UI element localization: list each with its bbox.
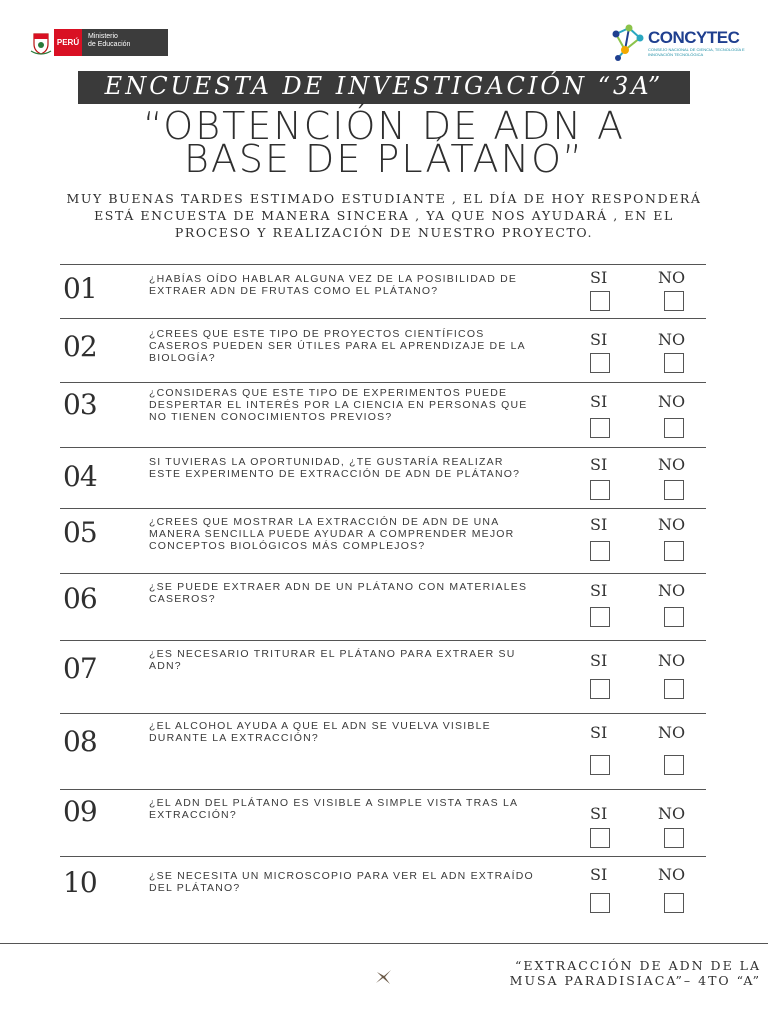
option-yes-label: SI: [590, 723, 608, 742]
option-yes-label: SI: [590, 651, 608, 670]
option-yes-label: SI: [590, 455, 608, 474]
question-number: 01: [63, 272, 97, 305]
question-text: ¿HABÍAS OÍDO HABLAR ALGUNA VEZ DE LA POSIBILIDAD DE EXTRAER ADN DE FRUTAS COMO EL PLÁTANO?: [149, 273, 518, 297]
concytec-name: CONCYTEC: [648, 28, 740, 47]
option-no-label: NO: [658, 581, 686, 600]
option-no-label: NO: [658, 723, 686, 742]
question-number: 02: [63, 330, 97, 363]
question-divider: [60, 573, 706, 574]
footer-divider: [0, 943, 768, 944]
option-no-label: NO: [658, 651, 686, 670]
option-no-label: NO: [658, 515, 686, 534]
question-text: SI TUVIERAS LA OPORTUNIDAD, ¿TE GUSTARÍA REALIZAR ESTE EXPERIMENTO DE EXTRACCIÓN DE ADN DE PLÁTANO?: [149, 456, 521, 480]
question-divider: [60, 856, 706, 857]
ministry-line1: Ministerio: [88, 33, 118, 40]
checkbox-yes[interactable]: [590, 418, 610, 438]
question-text: ¿EL ADN DEL PLÁTANO ES VISIBLE A SIMPLE VISTA TRAS LA EXTRACCIÓN?: [149, 797, 518, 821]
footer-line2: MUSA PARADISIACA”– 4TO “A”: [509, 973, 761, 988]
checkbox-no[interactable]: [664, 828, 684, 848]
question-number: 04: [63, 460, 97, 493]
option-no-label: NO: [658, 804, 686, 823]
question-text: ¿CONSIDERAS QUE ESTE TIPO DE EXPERIMENTOS PUEDE DESPERTAR EL INTERÉS POR LA CIENCIA EN PERSONAS QUE NO TIENEN CONOCIMIENTOS PREVIOS?: [149, 387, 528, 423]
peru-crest-icon: [28, 29, 54, 56]
question-divider: [60, 382, 706, 383]
question-divider: [60, 640, 706, 641]
checkbox-no[interactable]: [664, 541, 684, 561]
option-yes-label: SI: [590, 392, 608, 411]
question-text: ¿ES NECESARIO TRITURAR EL PLÁTANO PARA EXTRAER SU ADN?: [149, 648, 516, 672]
option-yes-label: SI: [590, 804, 608, 823]
checkbox-no[interactable]: [664, 679, 684, 699]
checkbox-yes[interactable]: [590, 291, 610, 311]
option-yes-label: SI: [590, 865, 608, 884]
question-text: ¿CREES QUE MOSTRAR LA EXTRACCIÓN DE ADN DE UNA MANERA SENCILLA PUEDE AYUDAR A COMPRENDER MEJOR CONCEPTOS BIOLÓGICOS MÁS COMPLEJOS?: [149, 516, 515, 552]
question-divider: [60, 789, 706, 790]
ministry-label: [82, 29, 168, 56]
option-yes-label: SI: [590, 581, 608, 600]
ministry-logo: [28, 29, 168, 56]
checkbox-no[interactable]: [664, 291, 684, 311]
peru-label: PERÚ: [54, 29, 82, 56]
checkbox-no[interactable]: [664, 418, 684, 438]
question-divider: [60, 508, 706, 509]
star-icon: [375, 968, 393, 991]
option-yes-label: SI: [590, 515, 608, 534]
option-no-label: NO: [658, 268, 686, 287]
question-text: ¿EL ALCOHOL AYUDA A QUE EL ADN SE VUELVA VISIBLE DURANTE LA EXTRACCIÓN?: [149, 720, 491, 744]
ministry-line2: de Educación: [88, 41, 131, 48]
question-number: 09: [63, 795, 97, 828]
checkbox-no[interactable]: [664, 353, 684, 373]
question-divider: [60, 447, 706, 448]
question-text: ¿SE PUEDE EXTRAER ADN DE UN PLÁTANO CON MATERIALES CASEROS?: [149, 581, 528, 605]
title-line1: “OBTENCIÓN DE ADN A: [142, 104, 626, 148]
question-number: 06: [63, 582, 97, 615]
question-number: 05: [63, 516, 97, 549]
option-no-label: NO: [658, 455, 686, 474]
checkbox-no[interactable]: [664, 607, 684, 627]
checkbox-no[interactable]: [664, 893, 684, 913]
checkbox-yes[interactable]: [590, 755, 610, 775]
checkbox-yes[interactable]: [590, 607, 610, 627]
survey-banner: ENCUESTA DE INVESTIGACIÓN “3A”: [78, 71, 690, 104]
option-no-label: NO: [658, 865, 686, 884]
page-title: [0, 104, 768, 181]
network-icon: [610, 22, 648, 62]
checkbox-yes[interactable]: [590, 480, 610, 500]
footer-line1: “EXTRACCIÓN DE ADN DE LA: [515, 958, 761, 973]
question-number: 07: [63, 652, 97, 685]
concytec-subtitle: CONSEJO NACIONAL DE CIENCIA, TECNOLOGÍA E INNOVACIÓN TECNOLÓGICA: [648, 47, 745, 57]
checkbox-yes[interactable]: [590, 828, 610, 848]
question-text: ¿SE NECESITA UN MICROSCOPIO PARA VER EL ADN EXTRAÍDO DEL PLÁTANO?: [149, 870, 534, 894]
question-divider: [60, 318, 706, 319]
question-divider: [60, 264, 706, 265]
option-yes-label: SI: [590, 330, 608, 349]
concytec-logo: [610, 22, 750, 64]
question-number: 03: [63, 388, 97, 421]
checkbox-yes[interactable]: [590, 353, 610, 373]
checkbox-yes[interactable]: [590, 893, 610, 913]
question-number: 10: [63, 866, 97, 899]
checkbox-yes[interactable]: [590, 541, 610, 561]
option-no-label: NO: [658, 392, 686, 411]
checkbox-yes[interactable]: [590, 679, 610, 699]
option-no-label: NO: [658, 330, 686, 349]
title-line2: BASE DE PLÁTANO”: [183, 137, 585, 181]
question-number: 08: [63, 725, 97, 758]
question-divider: [60, 713, 706, 714]
option-yes-label: SI: [590, 268, 608, 287]
checkbox-no[interactable]: [664, 755, 684, 775]
intro-text: MUY BUENAS TARDES ESTIMADO ESTUDIANTE , EL DÍA DE HOY RESPONDERÁ ESTÁ ENCUESTA DE MANERA SINCERA , YA QUE NOS AYUDARÁ , EN EL PROCESO Y REALIZACIÓN DE NUESTRO PROYECTO.: [66, 191, 702, 240]
footer-caption: [476, 958, 761, 988]
checkbox-no[interactable]: [664, 480, 684, 500]
question-text: ¿CREES QUE ESTE TIPO DE PROYECTOS CIENTÍFICOS CASEROS PUEDEN SER ÚTILES PARA EL APRENDIZAJE DE LA BIOLOGÍA?: [149, 328, 526, 364]
